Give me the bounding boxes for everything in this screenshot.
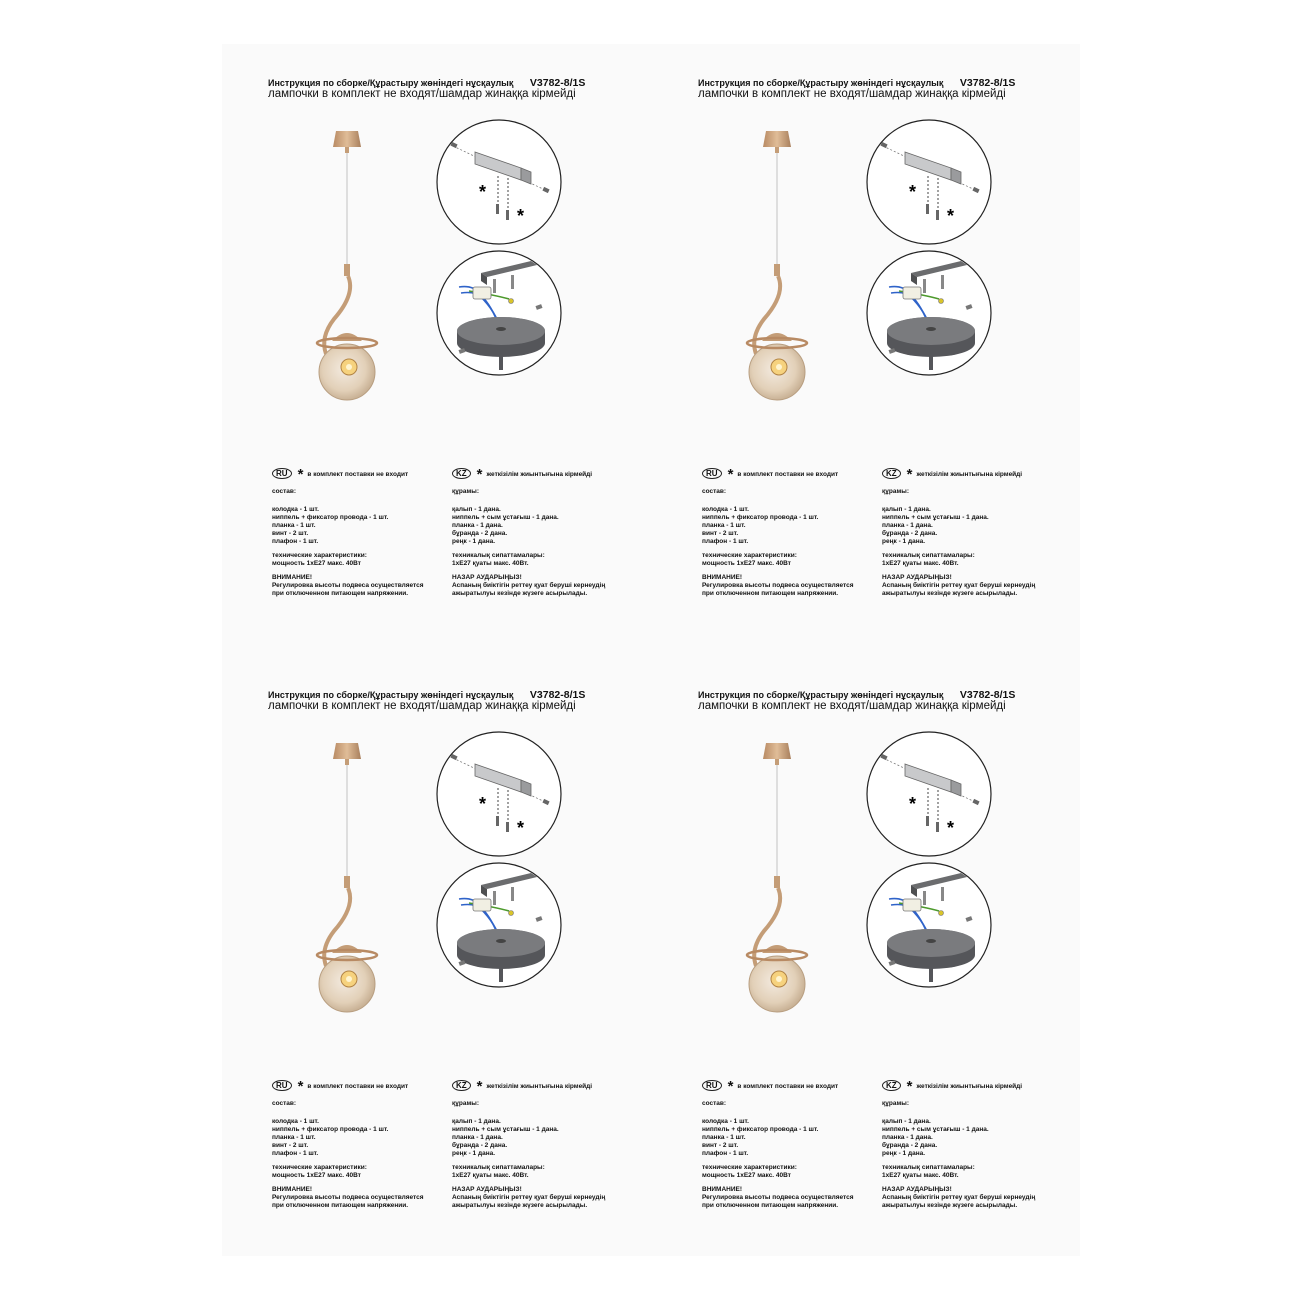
ru-badge: RU — [702, 468, 722, 479]
ru-not-included: в комплект поставки не входит — [307, 471, 409, 478]
kz-item: қалып - 1 дана. — [452, 506, 501, 513]
pendant-lamp-illustration — [742, 741, 812, 1051]
ru-specs-value: мощность 1хЕ27 макс. 40Вт — [272, 560, 361, 567]
pendant-lamp-illustration — [312, 129, 382, 439]
kz-badge: KZ — [882, 468, 901, 479]
model-code: V3782-8/1S — [959, 77, 1016, 89]
kz-warning-label: НАЗАР АУДАРЫҢЫЗ! — [452, 1186, 522, 1193]
kz-composition-label: құрамы: — [882, 1100, 909, 1107]
kz-specification-column — [882, 1080, 1035, 1216]
kz-item: бұранда - 2 дана. — [882, 1142, 938, 1149]
kz-item: ниппель + сым ұстағыш - 1 дана. — [452, 1126, 559, 1133]
bracket-mounting-diagram — [865, 730, 993, 858]
canopy-wiring-diagram — [865, 861, 993, 989]
ru-item: ниппель + фиксатор провода - 1 шт. — [272, 1126, 389, 1133]
kz-warning-line: Аспаның биіктігін реттеу қуат беруші кернеудің — [452, 582, 606, 589]
ru-item: планка - 1 шт. — [702, 1134, 746, 1141]
kz-badge: KZ — [452, 468, 471, 479]
kz-item: қалып - 1 дана. — [452, 1118, 501, 1125]
model-code: V3782-8/1S — [959, 689, 1016, 701]
bracket-mounting-diagram — [435, 730, 563, 858]
kz-specs-value: 1хЕ27 қуаты макс. 40Вт. — [452, 1172, 529, 1179]
kz-composition-label: құрамы: — [452, 1100, 479, 1107]
kz-specs-value: 1хЕ27 қуаты макс. 40Вт. — [882, 560, 959, 567]
kz-specification-column — [882, 468, 1035, 604]
instruction-panel-top-left — [222, 44, 652, 644]
ru-specification-column — [702, 1080, 854, 1216]
kz-specification-column — [452, 468, 605, 604]
instruction-panel-bottom-right — [652, 656, 1082, 1256]
svg-text:*: * — [517, 206, 525, 226]
ru-specs-value: мощность 1хЕ27 макс. 40Вт — [702, 560, 791, 567]
asterisk-mark: * — [476, 466, 483, 483]
kz-not-included: жеткізілім жиынтығына кірмейді — [916, 1083, 1023, 1090]
kz-specs-label: техникалық сипаттамалары: — [882, 1164, 975, 1171]
kz-item: қалып - 1 дана. — [882, 1118, 931, 1125]
ru-specs-value: мощность 1хЕ27 макс. 40Вт — [702, 1172, 791, 1179]
ru-composition-label: состав: — [702, 1100, 727, 1107]
asterisk-mark: * — [727, 1078, 734, 1095]
bulbs-note: лампочки в комплект не входят/шамдар жинаққа кірмейді — [698, 700, 1006, 712]
kz-item: планка - 1 дана. — [882, 1134, 933, 1141]
kz-badge: KZ — [452, 1080, 471, 1091]
kz-item: планка - 1 дана. — [452, 1134, 503, 1141]
ru-warning-line: Регулировка высоты подвеса осуществляется — [272, 1194, 424, 1201]
ru-specs-label: технические характеристики: — [702, 1164, 797, 1171]
model-code: V3782-8/1S — [529, 689, 586, 701]
ru-warning-label: ВНИМАНИЕ! — [272, 1186, 313, 1193]
svg-text:*: * — [947, 818, 955, 838]
svg-text:*: * — [947, 206, 955, 226]
kz-warning-line: Аспаның биіктігін реттеу қуат беруші кернеудің — [882, 582, 1036, 589]
ru-specs-value: мощность 1хЕ27 макс. 40Вт — [272, 1172, 361, 1179]
kz-warning-label: НАЗАР АУДАРЫҢЫЗ! — [882, 1186, 952, 1193]
kz-composition-label: құрамы: — [882, 488, 909, 495]
asterisk-mark: * — [297, 1078, 304, 1095]
title-text: Инструкция по сборке/Құрастыру жөніндегі нұсқаулық — [698, 78, 944, 88]
kz-specs-label: техникалық сипаттамалары: — [452, 552, 545, 559]
bracket-mounting-diagram — [435, 118, 563, 246]
asterisk-mark: * — [476, 1078, 483, 1095]
ru-item: плафон - 1 шт. — [272, 538, 319, 545]
kz-warning-line: Аспаның биіктігін реттеу қуат беруші кернеудің — [882, 1194, 1036, 1201]
kz-warning-label: НАЗАР АУДАРЫҢЫЗ! — [882, 574, 952, 581]
ru-specification-column — [702, 468, 854, 604]
ru-composition-label: состав: — [702, 488, 727, 495]
kz-warning-line: ажыратылуы кезінде жүзеге асырылады. — [452, 590, 588, 597]
ru-warning-line: Регулировка высоты подвеса осуществляется — [702, 582, 854, 589]
kz-not-included: жеткізілім жиынтығына кірмейді — [486, 471, 593, 478]
kz-warning-line: ажыратылуы кезінде жүзеге асырылады. — [452, 1202, 588, 1209]
ru-item: плафон - 1 шт. — [272, 1150, 319, 1157]
svg-text:*: * — [909, 182, 917, 202]
ru-item: плафон - 1 шт. — [702, 1150, 749, 1157]
kz-item: ниппель + сым ұстағыш - 1 дана. — [882, 1126, 989, 1133]
kz-item: планка - 1 дана. — [452, 522, 503, 529]
kz-warning-line: Аспаның биіктігін реттеу қуат беруші кернеудің — [452, 1194, 606, 1201]
ru-item: планка - 1 шт. — [272, 1134, 316, 1141]
ru-composition-label: состав: — [272, 1100, 297, 1107]
title-text: Инструкция по сборке/Құрастыру жөніндегі нұсқаулық — [698, 690, 944, 700]
ru-item: винт - 2 шт. — [702, 1142, 739, 1149]
kz-not-included: жеткізілім жиынтығына кірмейді — [486, 1083, 593, 1090]
ru-item: винт - 2 шт. — [272, 530, 309, 537]
model-code: V3782-8/1S — [529, 77, 586, 89]
ru-item: планка - 1 шт. — [702, 522, 746, 529]
kz-warning-label: НАЗАР АУДАРЫҢЫЗ! — [452, 574, 522, 581]
ru-item: винт - 2 шт. — [272, 1142, 309, 1149]
ru-badge: RU — [272, 468, 292, 479]
ru-item: ниппель + фиксатор провода - 1 шт. — [702, 514, 819, 521]
kz-warning-line: ажыратылуы кезінде жүзеге асырылады. — [882, 590, 1018, 597]
kz-specs-value: 1хЕ27 қуаты макс. 40Вт. — [882, 1172, 959, 1179]
bulbs-note: лампочки в комплект не входят/шамдар жинаққа кірмейді — [268, 700, 576, 712]
kz-item: реңк - 1 дана. — [452, 538, 496, 545]
kz-item: ниппель + сым ұстағыш - 1 дана. — [452, 514, 559, 521]
kz-badge: KZ — [882, 1080, 901, 1091]
ru-warning-label: ВНИМАНИЕ! — [702, 1186, 743, 1193]
kz-item: бұранда - 2 дана. — [452, 1142, 508, 1149]
kz-not-included: жеткізілім жиынтығына кірмейді — [916, 471, 1023, 478]
title-text: Инструкция по сборке/Құрастыру жөніндегі нұсқаулық — [268, 78, 514, 88]
canopy-wiring-diagram — [435, 861, 563, 989]
kz-specs-label: техникалық сипаттамалары: — [882, 552, 975, 559]
svg-text:*: * — [517, 818, 525, 838]
ru-item: колодка - 1 шт. — [702, 1118, 749, 1125]
kz-composition-label: құрамы: — [452, 488, 479, 495]
ru-warning-label: ВНИМАНИЕ! — [272, 574, 313, 581]
ru-not-included: в комплект поставки не входит — [307, 1083, 409, 1090]
svg-text:*: * — [479, 182, 487, 202]
ru-item: колодка - 1 шт. — [702, 506, 749, 513]
kz-item: реңк - 1 дана. — [882, 1150, 926, 1157]
ru-item: колодка - 1 шт. — [272, 506, 319, 513]
ru-specs-label: технические характеристики: — [272, 552, 367, 559]
kz-specs-value: 1хЕ27 қуаты макс. 40Вт. — [452, 560, 529, 567]
instruction-panel-bottom-left — [222, 656, 652, 1256]
ru-warning-line: при отключенном питающем напряжении. — [702, 590, 839, 597]
svg-text:*: * — [909, 794, 917, 814]
kz-item: бұранда - 2 дана. — [452, 530, 508, 537]
ru-item: винт - 2 шт. — [702, 530, 739, 537]
ru-item: ниппель + фиксатор провода - 1 шт. — [272, 514, 389, 521]
ru-warning-line: при отключенном питающем напряжении. — [272, 1202, 409, 1209]
ru-specs-label: технические характеристики: — [702, 552, 797, 559]
ru-composition-label: состав: — [272, 488, 297, 495]
ru-item: планка - 1 шт. — [272, 522, 316, 529]
instruction-panel-top-right — [652, 44, 1082, 644]
ru-warning-line: Регулировка высоты подвеса осуществляется — [702, 1194, 854, 1201]
ru-warning-line: Регулировка высоты подвеса осуществляется — [272, 582, 424, 589]
ru-warning-line: при отключенном питающем напряжении. — [702, 1202, 839, 1209]
ru-item: плафон - 1 шт. — [702, 538, 749, 545]
ru-badge: RU — [272, 1080, 292, 1091]
ru-specs-label: технические характеристики: — [272, 1164, 367, 1171]
asterisk-mark: * — [906, 1078, 913, 1095]
asterisk-mark: * — [297, 466, 304, 483]
kz-item: бұранда - 2 дана. — [882, 530, 938, 537]
title-text: Инструкция по сборке/Құрастыру жөніндегі нұсқаулық — [268, 690, 514, 700]
ru-specification-column — [272, 468, 424, 604]
ru-badge: RU — [702, 1080, 722, 1091]
kz-item: реңк - 1 дана. — [452, 1150, 496, 1157]
kz-specification-column — [452, 1080, 605, 1216]
bracket-mounting-diagram — [865, 118, 993, 246]
ru-not-included: в комплект поставки не входит — [737, 1083, 839, 1090]
ru-item: колодка - 1 шт. — [272, 1118, 319, 1125]
asterisk-mark: * — [727, 466, 734, 483]
kz-item: ниппель + сым ұстағыш - 1 дана. — [882, 514, 989, 521]
bulbs-note: лампочки в комплект не входят/шамдар жинаққа кірмейді — [698, 88, 1006, 100]
ru-warning-line: при отключенном питающем напряжении. — [272, 590, 409, 597]
pendant-lamp-illustration — [742, 129, 812, 439]
ru-item: ниппель + фиксатор провода - 1 шт. — [702, 1126, 819, 1133]
canopy-wiring-diagram — [865, 249, 993, 377]
kz-item: қалып - 1 дана. — [882, 506, 931, 513]
kz-item: реңк - 1 дана. — [882, 538, 926, 545]
kz-item: планка - 1 дана. — [882, 522, 933, 529]
asterisk-mark: * — [906, 466, 913, 483]
bulbs-note: лампочки в комплект не входят/шамдар жинаққа кірмейді — [268, 88, 576, 100]
kz-specs-label: техникалық сипаттамалары: — [452, 1164, 545, 1171]
ru-warning-label: ВНИМАНИЕ! — [702, 574, 743, 581]
ru-specification-column — [272, 1080, 424, 1216]
canopy-wiring-diagram — [435, 249, 563, 377]
ru-not-included: в комплект поставки не входит — [737, 471, 839, 478]
svg-text:*: * — [479, 794, 487, 814]
kz-warning-line: ажыратылуы кезінде жүзеге асырылады. — [882, 1202, 1018, 1209]
instruction-sheet — [222, 44, 1080, 1256]
pendant-lamp-illustration — [312, 741, 382, 1051]
